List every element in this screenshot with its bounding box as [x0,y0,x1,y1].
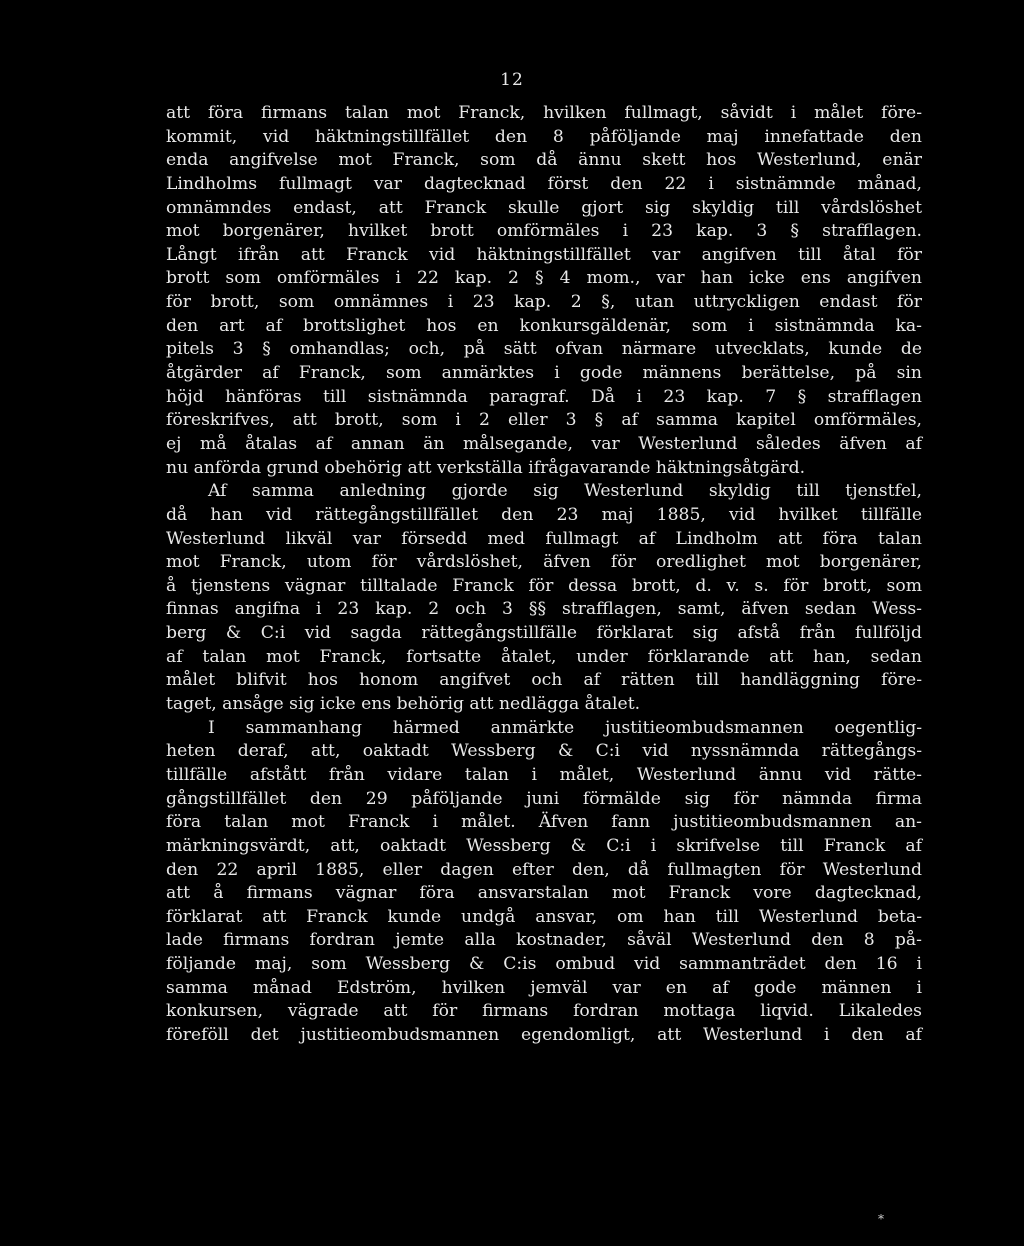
text-line: heten deraf, att, oaktadt Wessberg & C:i vid nyssnämnda rättegångs- [166,741,922,762]
text-line: målet blifvit hos honom angifvet och af rätten till handläggning före- [166,670,922,691]
text-line: samma månad Edström, hvilken jemväl var en af gode männen i [166,977,922,998]
text-line: märkningsvärdt, att, oaktadt Wessberg & C:i i skrifvelse till Franck af [166,835,922,856]
text-line: den art af brottslighet hos en konkursgäldenär, som i sistnämnda ka- [166,315,922,336]
text-line: mot Franck, utom för vårdslöshet, äfven för oredlighet mot borgenärer, [166,552,922,573]
text-line: föreskrifves, att brott, som i 2 eller 3 § af samma kapitel omförmäles, [166,410,922,431]
text-line: I sammanhang härmed anmärkte justitieombudsmannen oegentlig- [208,717,922,738]
text-line: föreföll det justitieombudsmannen egendomligt, att Westerlund i den af [166,1024,922,1045]
text-line: förklarat att Franck kunde undgå ansvar, om han till Westerlund beta- [166,906,922,927]
text-line: finnas angifna i 23 kap. 2 och 3 §§ strafflagen, samt, äfven sedan Wess- [166,599,922,620]
text-line: gångstillfället den 29 påföljande juni förmälde sig för nämnda firma [166,788,922,809]
text-line: nu anförda grund obehörig att verkställa ifrågavarande häktningsåtgärd. [166,457,806,478]
text-line: lade firmans fordran jemte alla kostnader, såväl Westerlund den 8 på- [166,930,922,951]
text-line: af talan mot Franck, fortsatte åtalet, under förklarande att han, sedan [166,646,922,667]
text-line: taget, ansåge sig icke ens behörig att nedlägga åtalet. [166,694,641,715]
text-line: Af samma anledning gjorde sig Westerlund skyldig till tjenstfel, [208,481,922,502]
text-line: den 22 april 1885, eller dagen efter den, då fullmagten för Westerlund [166,859,922,880]
text-line: då han vid rättegångstillfället den 23 maj 1885, vid hvilket tillfälle [166,504,922,525]
body-text [166,102,922,1048]
text-line: enda angifvelse mot Franck, som då ännu skett hos Westerlund, enär [166,150,922,171]
text-line: Westerlund likväl var försedd med fullmagt af Lindholm att föra talan [166,528,922,549]
text-line: åtgärder af Franck, som anmärktes i gode männens berättelse, på sin [166,363,922,384]
text-line: berg & C:i vid sagda rättegångstillfälle förklarat sig afstå från fullföljd [166,623,922,644]
text-line: att föra firmans talan mot Franck, hvilken fullmagt, såvidt i målet före- [166,103,922,123]
text-line: omnämndes endast, att Franck skulle gjort sig skyldig till vårdslöshet [166,197,922,218]
text-line: Långt ifrån att Franck vid häktningstillfället var angifven till åtal för [166,244,922,265]
text-line: mot borgenärer, hvilket brott omförmäles i 23 kap. 3 § strafflagen. [166,221,922,242]
text-line: för brott, som omnämnes i 23 kap. 2 §, utan uttryckligen endast för [166,292,922,313]
text-line: Lindholms fullmagt var dagtecknad först den 22 i sistnämnde månad, [166,173,922,194]
corner-mark: * [878,1212,884,1226]
text-line: konkursen, vägrade att för firmans fordran mottaga liqvid. Likaledes [166,1001,922,1022]
text-line: tillfälle afstått från vidare talan i målet, Westerlund ännu vid rätte- [166,764,922,785]
text-line: föra talan mot Franck i målet. Äfven fann justitieombudsmannen an- [166,812,922,833]
text-line: att å firmans vägnar föra ansvarstalan mot Franck vore dagtecknad, [166,883,922,904]
page-number: 12 [500,70,524,90]
text-line: ej må åtalas af annan än målsegande, var Westerlund således äfven af [166,433,922,454]
text-line: pitels 3 § omhandlas; och, på sätt ofvan närmare utvecklats, kunde de [166,339,922,360]
text-line: å tjenstens vägnar tilltalade Franck för dessa brott, d. v. s. för brott, som [166,575,922,596]
text-line: följande maj, som Wessberg & C:is ombud vid sammanträdet den 16 i [166,954,922,975]
text-line: höjd hänföras till sistnämnda paragraf. Då i 23 kap. 7 § strafflagen [166,386,922,407]
text-line: brott som omförmäles i 22 kap. 2 § 4 mom., var han icke ens angifven [166,268,922,289]
text-line: kommit, vid häktningstillfället den 8 påföljande maj innefattade den [166,126,922,147]
